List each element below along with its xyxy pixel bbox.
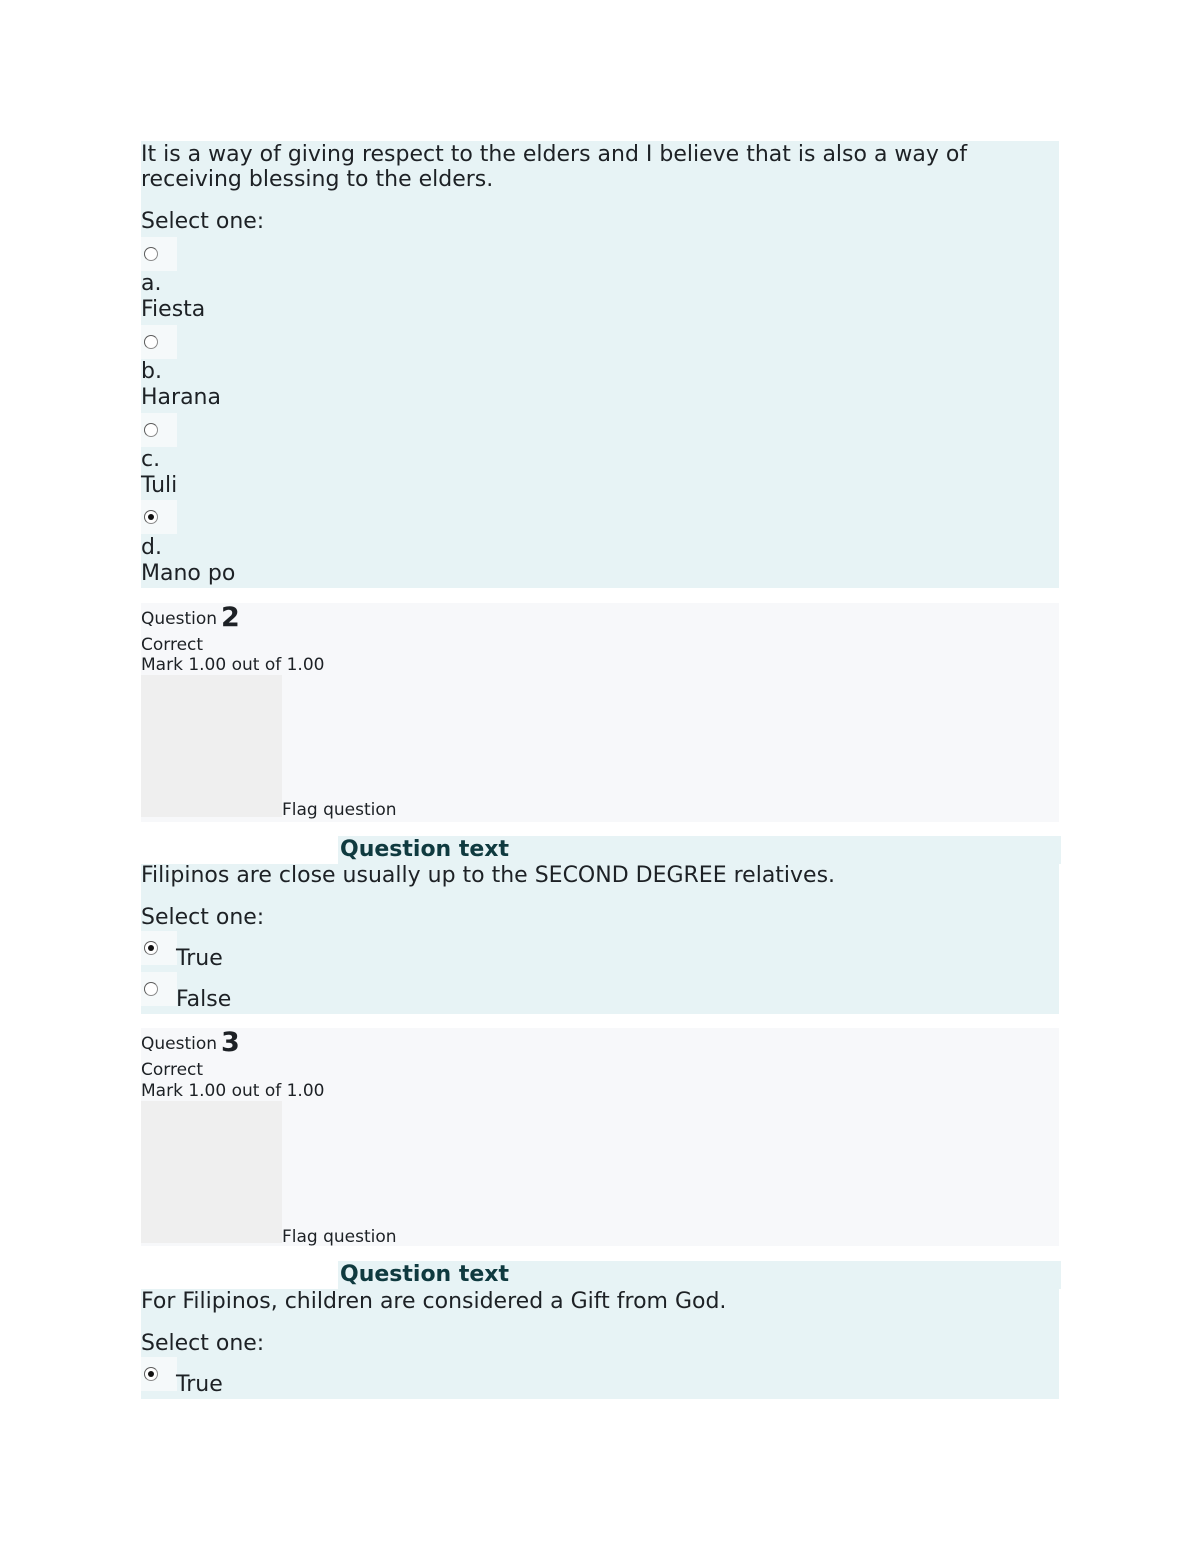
option-a-letter: a. [141, 271, 162, 296]
option-b-radio-box[interactable] [141, 325, 177, 359]
question-label: Question [141, 1034, 218, 1054]
option-true-radio[interactable] [144, 1367, 158, 1381]
question-2-status: Correct [141, 635, 204, 655]
select-one-prompt: Select one: [141, 1331, 265, 1356]
question-2-mark: Mark 1.00 out of 1.00 [141, 655, 325, 675]
option-a-label[interactable]: Fiesta [141, 297, 206, 322]
flag-icon[interactable] [141, 1101, 282, 1243]
question-3-header [141, 1027, 240, 1058]
option-false-radio-box[interactable] [141, 972, 177, 1006]
question-1-formulation [141, 141, 1059, 588]
question-label: Question [141, 609, 218, 629]
question-3-text-heading-box [338, 1261, 1061, 1289]
option-a-radio-box[interactable] [141, 237, 177, 271]
question-number: 2 [221, 602, 240, 633]
select-one-prompt: Select one: [141, 209, 265, 234]
option-d-radio[interactable] [144, 510, 158, 524]
option-true-radio-box[interactable] [141, 931, 177, 965]
option-d-letter: d. [141, 535, 162, 560]
option-d-radio-box[interactable] [141, 500, 177, 534]
option-false-label[interactable]: False [176, 987, 232, 1012]
question-number: 3 [221, 1027, 240, 1058]
option-c-radio-box[interactable] [141, 413, 177, 447]
option-c-letter: c. [141, 447, 161, 472]
option-d-label[interactable]: Mano po [141, 561, 236, 586]
question-3-status: Correct [141, 1060, 204, 1080]
option-true-radio[interactable] [144, 941, 158, 955]
option-c-label[interactable]: Tuli [141, 473, 178, 498]
question-2-header [141, 602, 240, 633]
question-text-heading: Question text [340, 837, 510, 862]
question-text-heading: Question text [340, 1262, 510, 1287]
flag-icon[interactable] [141, 675, 282, 817]
question-1-text-line-1: It is a way of giving respect to the elders and I believe that is also a way of [141, 142, 968, 167]
option-b-radio[interactable] [144, 335, 158, 349]
option-c-radio[interactable] [144, 423, 158, 437]
option-b-letter: b. [141, 359, 162, 384]
question-2-text-heading-box [338, 836, 1061, 864]
option-true-label[interactable]: True [176, 1372, 223, 1397]
option-true-label[interactable]: True [176, 946, 223, 971]
option-false-radio[interactable] [144, 982, 158, 996]
option-true-radio-box[interactable] [141, 1357, 177, 1391]
question-3-text: For Filipinos, children are considered a Gift from God. [141, 1289, 727, 1314]
option-b-label[interactable]: Harana [141, 385, 221, 410]
flag-question-link[interactable]: Flag question [282, 800, 397, 820]
select-one-prompt: Select one: [141, 905, 265, 930]
option-a-radio[interactable] [144, 247, 158, 261]
question-3-mark: Mark 1.00 out of 1.00 [141, 1081, 325, 1101]
question-1-text-line-2: receiving blessing to the elders. [141, 167, 494, 192]
flag-question-link[interactable]: Flag question [282, 1227, 397, 1247]
question-2-text: Filipinos are close usually up to the SECOND DEGREE relatives. [141, 863, 836, 888]
